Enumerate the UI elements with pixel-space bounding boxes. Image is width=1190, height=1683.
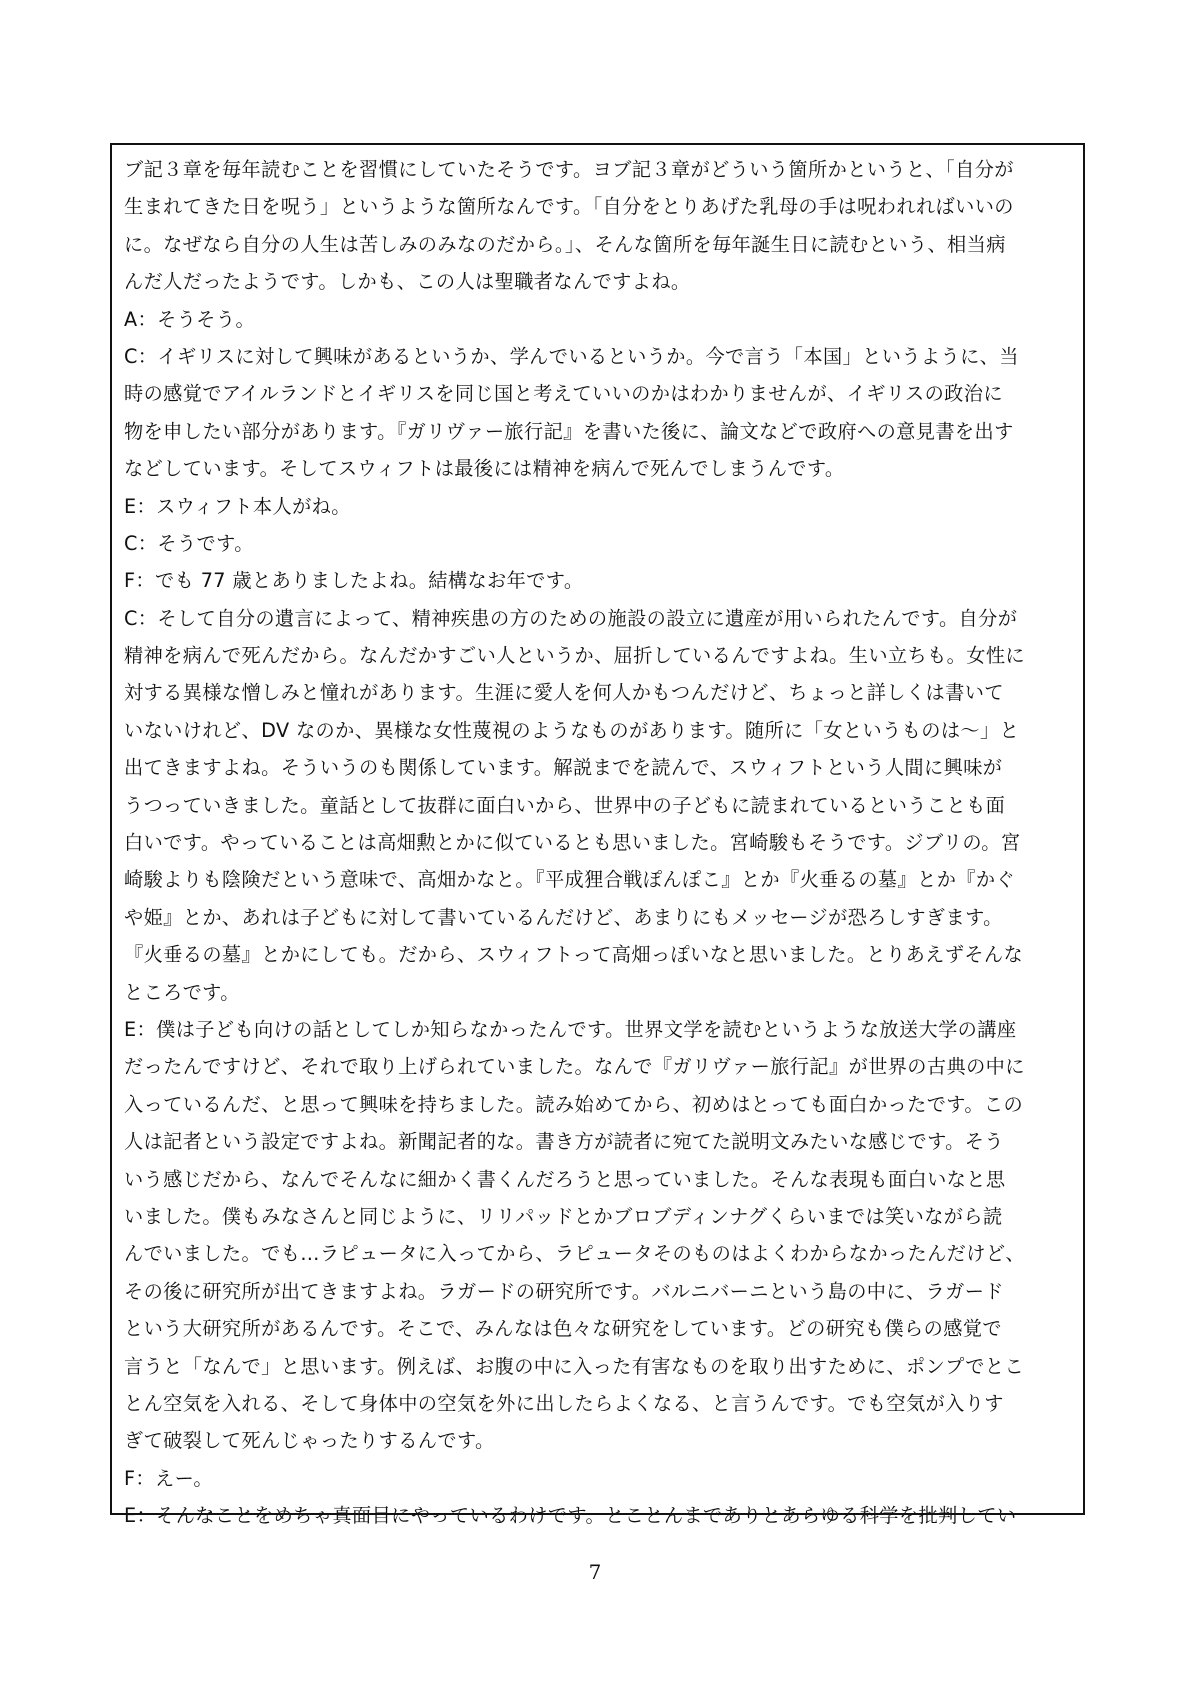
text-line: うつっていきました。童話として抜群に面白いから、世界中の子どもに読まれているということも面 — [124, 793, 1006, 817]
text-line: いう感じだから、なんでそんなに細かく書くんだろうと思っていました。そんな表現も面白いなと思 — [124, 1167, 1006, 1191]
text-line: ところです。 — [124, 980, 240, 1004]
text-line: という大研究所があるんです。そこで、みんなは色々な研究をしています。どの研究も僕らの感覚で — [124, 1317, 1002, 1341]
text-line: 崎駿よりも陰険だという意味で、高畑かなと。『平成狸合戦ぽんぽこ』とか『火垂るの墓』とか『かぐ — [124, 868, 1016, 892]
text-line: F：でも 77 歳とありましたよね。結構なお年です。 — [124, 569, 584, 593]
text-line: 人は記者という設定ですよね。新聞記者的な。書き方が読者に宛てた説明文みたいな感じです。そう — [124, 1130, 1004, 1154]
text-line: 対する異様な憎しみと憧れがあります。生涯に愛人を何人かもつんだけど、ちょっと詳しくは書いて — [124, 681, 1004, 705]
text-line: 精神を病んで死んだから。なんだかすごい人というか、屈折しているんですよね。生い立ちも。女性に — [124, 644, 1026, 668]
text-line: 出てきますよね。そういうのも関係しています。解説までを読んで、スウィフトという人間に興味が — [124, 756, 1003, 780]
text-line: いないけれど、DV なのか、異様な女性蔑視のようなものがあります。随所に「女というものは～」と — [124, 718, 1020, 742]
text-line: に。なぜなら自分の人生は苦しみのみなのだから。」、そんな箇所を毎年誕生日に読むという、相当病 — [124, 232, 1006, 256]
text-line: ブ記３章を毎年読むことを習慣にしていたそうです。ヨブ記３章がどういう箇所かというと、「自分が — [124, 158, 1014, 181]
text-line: 言うと「なんで」と思います。例えば、お腹の中に入った有害なものを取り出すために、ポンプでとこ — [124, 1354, 1025, 1378]
text-line: 『火垂るの墓』とかにしても。だから、スウィフトって高畑っぽいなと思いました。とりあえずそんな — [124, 943, 1024, 967]
text-line: F：えー。 — [124, 1466, 214, 1490]
transcript-box — [110, 143, 1085, 1528]
text-line: んだ人だったようです。しかも、この人は聖職者なんですよね。 — [124, 270, 691, 294]
text-line: 入っているんだ、と思って興味を持ちました。読み始めてから、初めはとっても面白かったです。この — [124, 1092, 1024, 1116]
page-number: 7 — [588, 1560, 602, 1584]
text-line: A：そうそう。 — [124, 307, 256, 331]
text-line: んでいました。でも…ラピュータに入ってから、ラピュータそのものはよくわからなかったんだけど、 — [124, 1242, 1026, 1266]
text-line: いました。僕もみなさんと同じように、リリパッドとかブロブディンナグくらいまでは笑いながら読 — [124, 1204, 1003, 1228]
text-line: E：そんなことをめちゃ真面目にやっているわけです。とことんまでありとあらゆる科学を批判してい — [124, 1504, 1017, 1528]
text-line: E：スウィフト本人がね。 — [124, 494, 351, 518]
text-line: E：僕は子ども向けの話としてしか知らなかったんです。世界文学を読むというような放送大学の講座 — [124, 1017, 1017, 1041]
text-line: C：そして自分の遺言によって、精神疾患の方のための施設の設立に遺産が用いられたんです。自分が — [124, 606, 1018, 630]
text-line: 白いです。やっていることは高畑勲とかに似ているとも思いました。宮崎駿もそうです。ジブリの。宮 — [124, 831, 1021, 855]
text-line: 生まれてきた日を呪う」というような箇所なんです。「自分をとりあげた乳母の手は呪われればいいの — [124, 195, 1014, 219]
text-line: ぎて破裂して死んじゃったりするんです。 — [124, 1429, 495, 1453]
text-line: などしています。そしてスウィフトは最後には精神を病んで死んでしまうんです。 — [124, 457, 845, 481]
text-line: 時の感覚でアイルランドとイギリスを同じ国と考えていいのかはわかりませんが、イギリスの政治に — [124, 382, 1003, 406]
text-line: とん空気を入れる、そして身体中の空気を外に出したらよくなる、と言うんです。でも空気が入りす — [124, 1391, 1004, 1415]
text-line: C：そうです。 — [124, 531, 254, 555]
text-line: その後に研究所が出てきますよね。ラガードの研究所です。バルニバーニという島の中に、ラガード — [124, 1279, 1004, 1303]
text-line: だったんですけど、それで取り上げられていました。なんで『ガリヴァー旅行記』が世界の古典の中に — [124, 1055, 1025, 1079]
text-line: 物を申したい部分があります。『ガリヴァー旅行記』を書いた後に、論文などで政府への意見書を出す — [124, 419, 1014, 443]
text-line: C：イギリスに対して興味があるというか、学んでいるというか。今で言う「本国」というように、当 — [124, 344, 1019, 368]
text-line: や姫』とか、あれは子どもに対して書いているんだけど、あまりにもメッセージが恐ろしすぎます。 — [124, 905, 1003, 929]
